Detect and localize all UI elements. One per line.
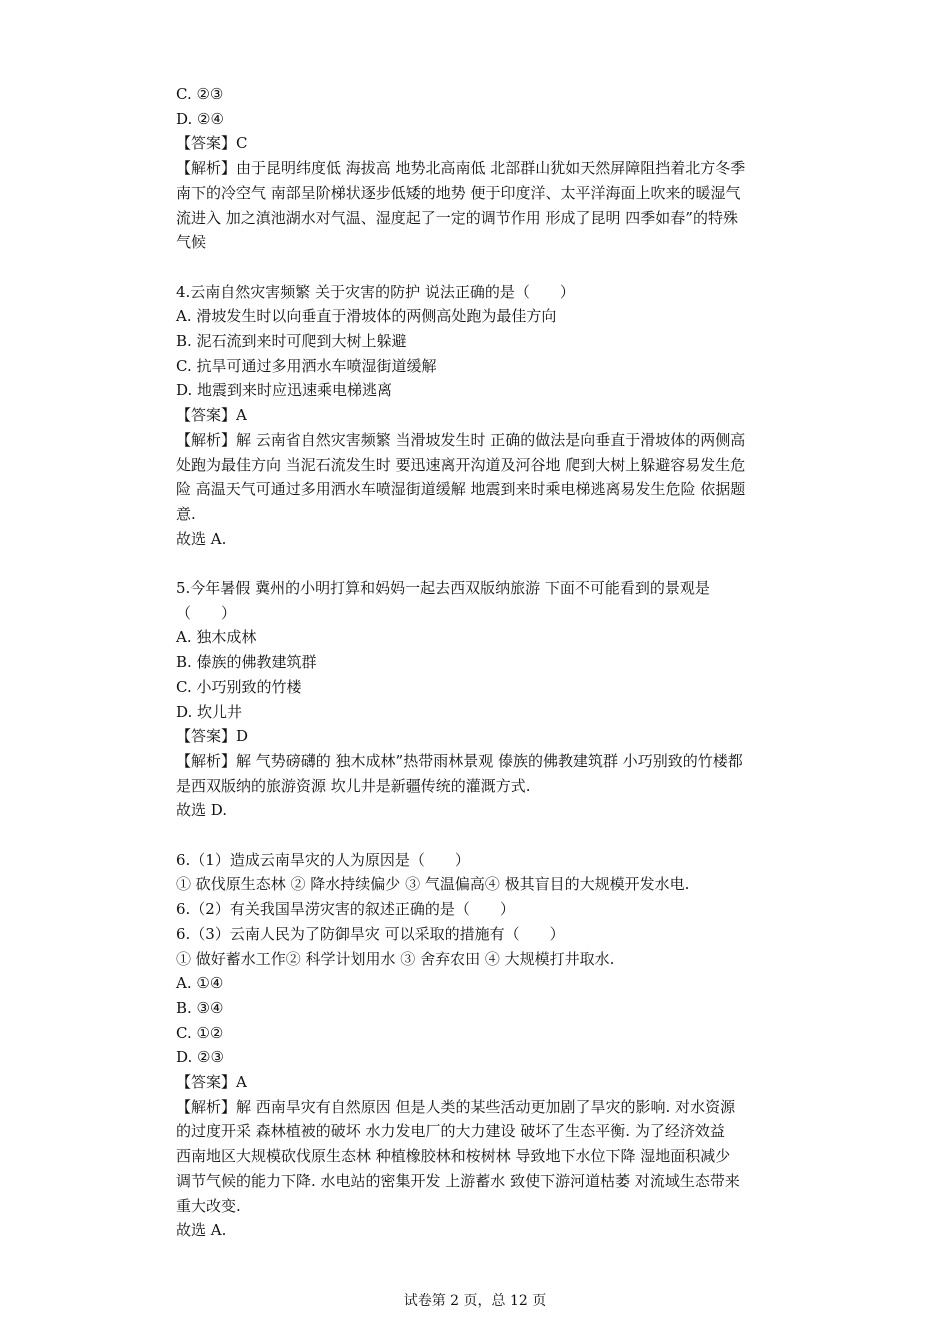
- q5-answer: 【答案】D: [176, 727, 249, 746]
- q4-question: 4.云南自然灾害频繁 关于灾害的防护 说法正确的是（ ）: [176, 282, 575, 301]
- q6-sub3: 6.（3）云南人民为了防御旱灾 可以采取的措施有（ ）: [176, 924, 565, 943]
- q4-answer: 【答案】A: [176, 406, 247, 425]
- q4-option-a: A. 滑坡发生时以向垂直于滑坡体的两侧高处跑为最佳方向: [176, 307, 557, 326]
- spacer: [176, 823, 826, 848]
- q6-option-a: A. ①④: [176, 974, 224, 993]
- spacer: [176, 255, 826, 280]
- q6-option-b: B. ③④: [176, 998, 224, 1017]
- q6-analysis-line: 西南地区大规模砍伐原生态林 种植橡胶林和桉树林 导致地下水位下降 湿地面积减少: [176, 1147, 731, 1166]
- q6-option-d: D. ②③: [176, 1048, 224, 1067]
- q5-analysis-line: 【解析】解 气势磅礴的 独木成林”热带雨林景观 傣族的佛教建筑群 小巧别致的竹楼都: [176, 751, 743, 770]
- q6-analysis-line: 的过度开采 森林植被的破坏 水力发电厂的大力建设 破坏了生态平衡. 为了经济效益: [176, 1122, 725, 1141]
- q6-analysis-line: 重大改变.: [176, 1196, 241, 1215]
- q5-question: 5.今年暑假 冀州的小明打算和妈妈一起去西双版纳旅游 下面不可能看到的景观是: [176, 579, 710, 598]
- q3-analysis-line: 流进入 加之滇池湖水对气温、湿度起了一定的调节作用 形成了昆明 四季如春”的特殊: [176, 208, 738, 227]
- q4-option-d: D. 地震到来时应迅速乘电梯逃离: [176, 381, 393, 400]
- q6-sub1: 6.（1）造成云南旱灾的人为原因是（ ）: [176, 850, 470, 869]
- q3-analysis-line: 南下的冷空气 南部呈阶梯状逐步低矮的地势 便于印度洋、太平洋海面上吹来的暖湿气: [176, 183, 741, 202]
- q4-option-c: C. 抗旱可通过多用洒水车喷湿街道缓解: [176, 356, 437, 375]
- q6-sub2: 6.（2）有关我国旱涝灾害的叙述正确的是（ ）: [176, 900, 515, 919]
- q4-analysis-line: 【解析】解 云南省自然灾害频繁 当滑坡发生时 正确的做法是向垂直于滑坡体的两侧高: [176, 430, 746, 449]
- q5-option-c: C. 小巧别致的竹楼: [176, 677, 302, 696]
- q3-option-d: D. ②④: [176, 109, 224, 128]
- q6-analysis-line: 【解析】解 西南旱灾有自然原因 但是人类的某些活动更加剧了旱灾的影响. 对水资源: [176, 1097, 736, 1116]
- document-body: [176, 82, 826, 1243]
- q6-answer: 【答案】A: [176, 1073, 247, 1092]
- page-footer: 试卷第 2 页，总 12 页: [403, 1293, 547, 1309]
- q3-answer: 【答案】C: [176, 134, 248, 153]
- q6-option-c: C. ①②: [176, 1023, 224, 1042]
- q6-sub3-items: ① 做好蓄水工作② 科学计划用水 ③ 舍弃农田 ④ 大规模打井取水.: [176, 949, 615, 968]
- q3-analysis-line: 气候: [176, 233, 207, 252]
- q4-option-b: B. 泥石流到来时可爬到大树上躲避: [176, 332, 407, 351]
- q5-analysis-line: 是西双版纳的旅游资源 坎儿井是新疆传统的灌溉方式.: [176, 776, 531, 795]
- q4-analysis-line: 处跑为最佳方向 当泥石流发生时 要迅速离开沟道及河谷地 爬到大树上躲避容易发生危: [176, 455, 746, 474]
- q5-option-a: A. 独木成林: [176, 628, 257, 647]
- q5-choice: 故选 D.: [176, 801, 228, 820]
- q5-option-b: B. 傣族的佛教建筑群: [176, 653, 317, 672]
- q3-analysis-line: 【解析】由于昆明纬度低 海拔高 地势北高南低 北部群山犹如天然屏障阻挡着北方冬季: [176, 159, 746, 178]
- q6-sub1-items: ① 砍伐原生态林 ② 降水持续偏少 ③ 气温偏高④ 极其盲目的大规模开发水电.: [176, 875, 690, 894]
- q6-choice: 故选 A.: [176, 1221, 227, 1240]
- q5-question-cont: （ ）: [176, 603, 237, 622]
- q4-analysis-line: 险 高温天气可通过多用洒水车喷湿街道缓解 地震到来时乘电梯逃离易发生危险 依据题: [176, 480, 746, 499]
- spacer: [176, 551, 826, 576]
- q5-option-d: D. 坎儿井: [176, 702, 243, 721]
- q3-option-c: C. ②③: [176, 85, 224, 103]
- q4-choice: 故选 A.: [176, 529, 227, 548]
- q4-analysis-line: 意.: [176, 504, 196, 523]
- q6-analysis-line: 调节气候的能力下降. 水电站的密集开发 上游蓄水 致使下游河道枯萎 对流域生态带来: [176, 1171, 740, 1190]
